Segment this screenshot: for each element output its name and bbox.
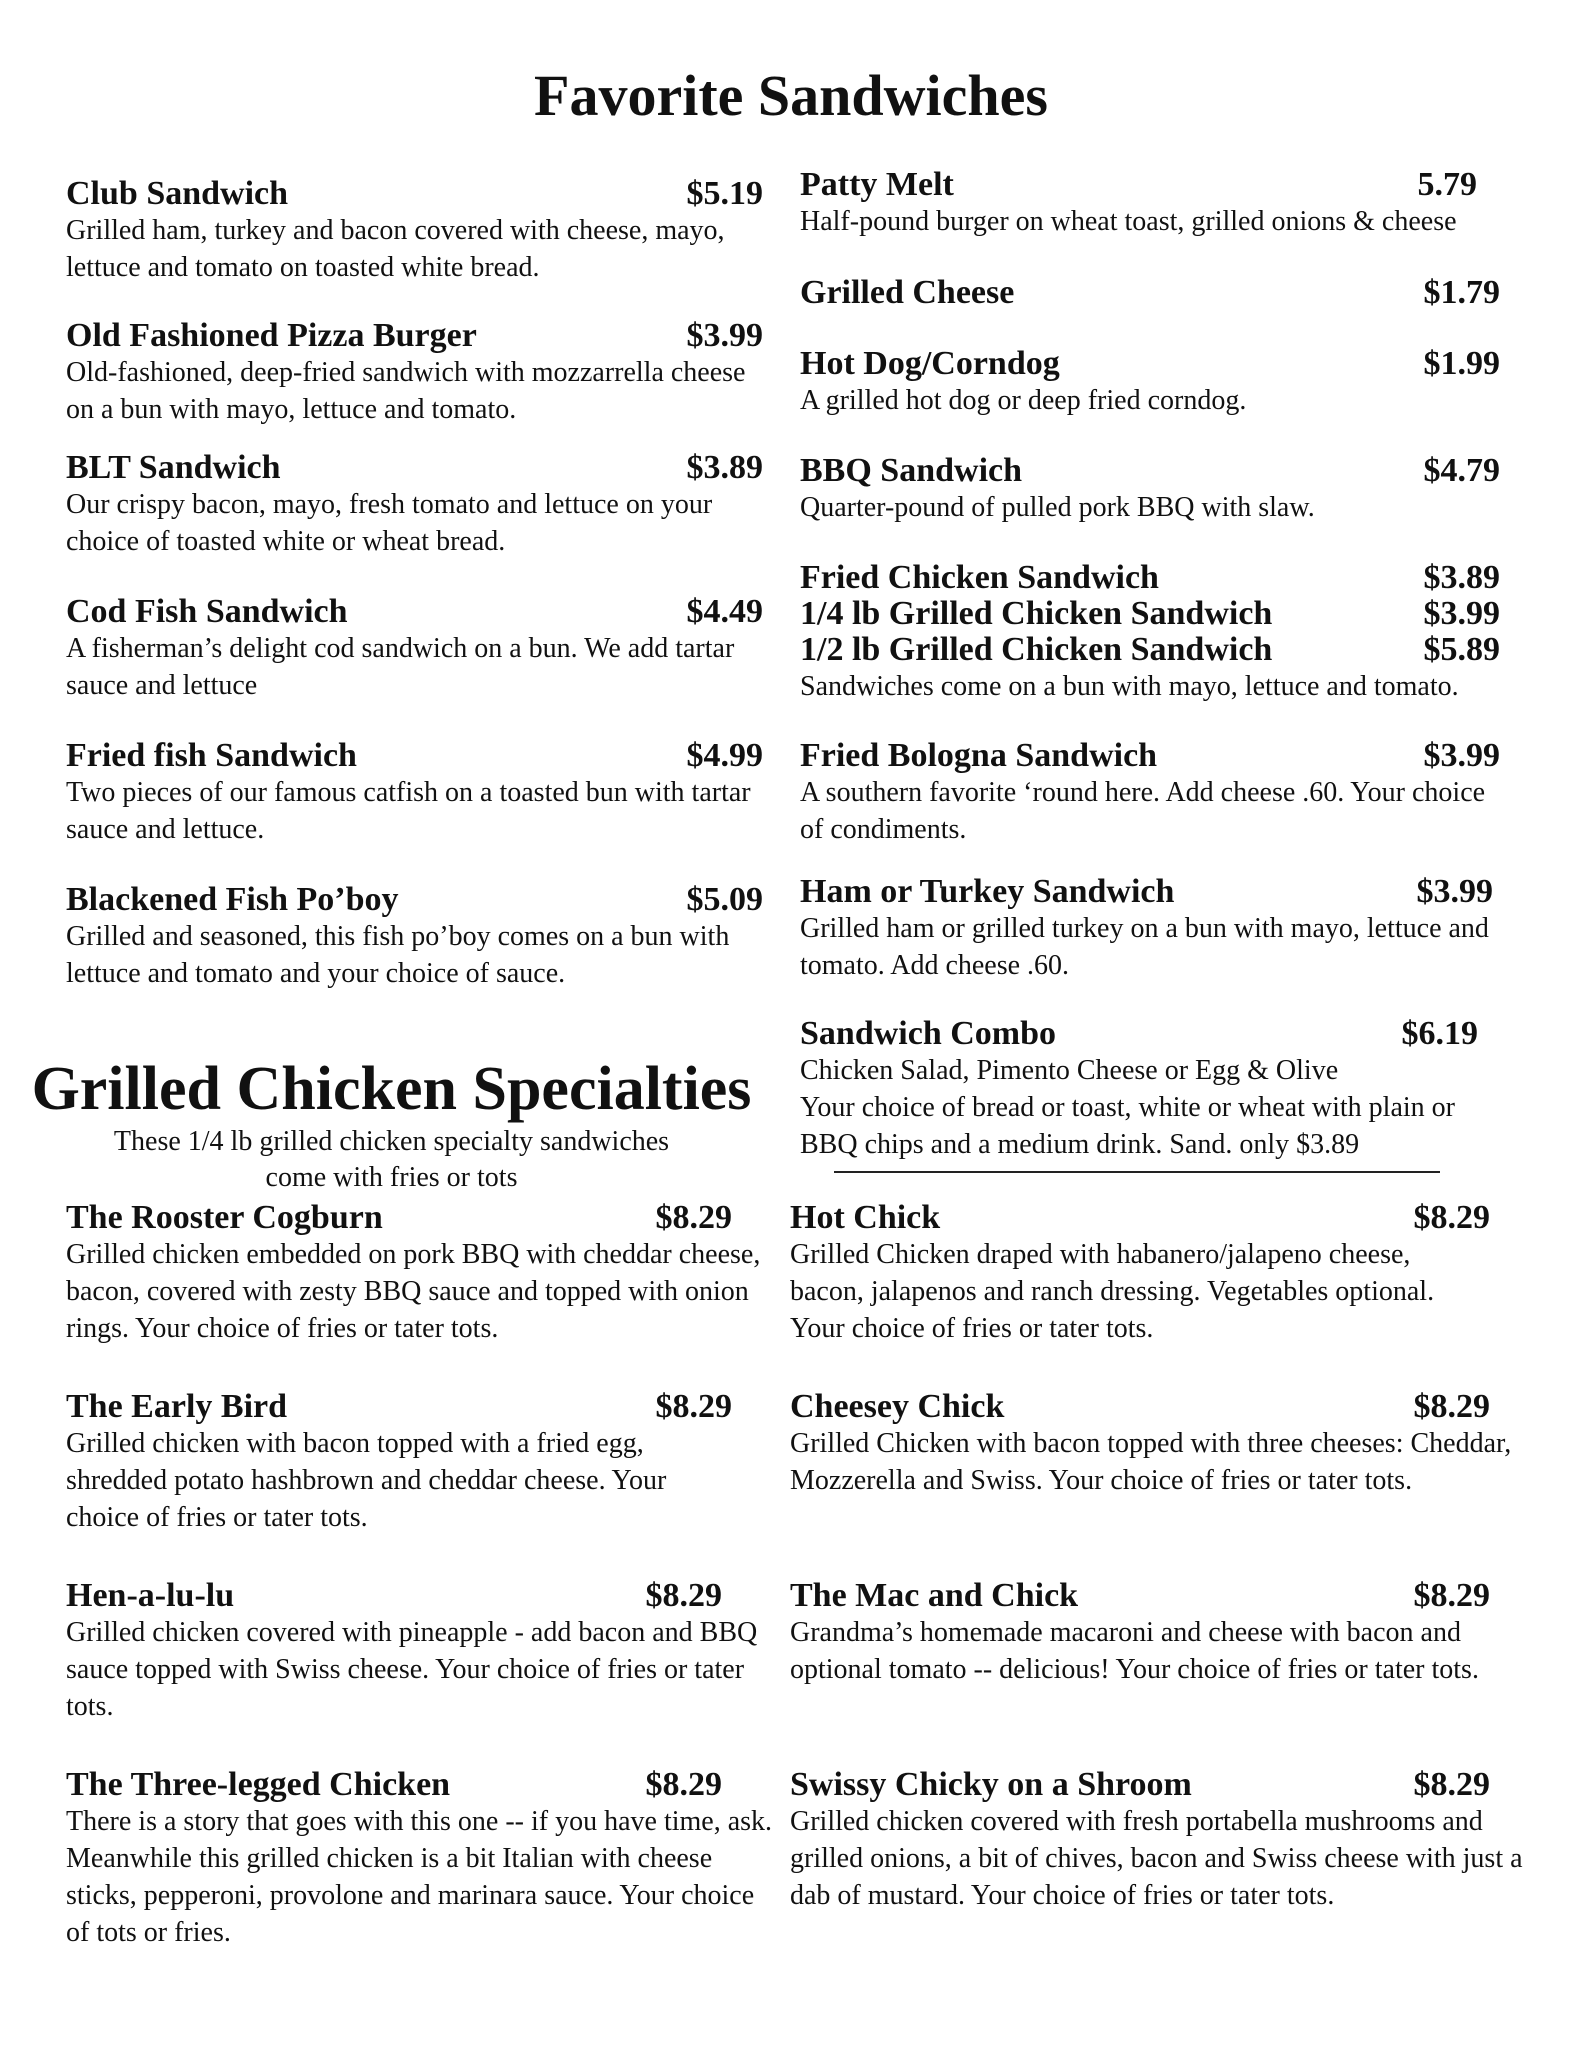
item-price: $5.09	[686, 881, 763, 918]
item-description: Your choice of bread or toast, white or wheat with plain or BBQ chips and a medium drink. Sand. only $3.89	[800, 1092, 1455, 1160]
menu-item	[800, 167, 1501, 240]
item-description: Grilled ham, turkey and bacon covered with cheese, mayo, lettuce and tomato on toasted white bread.	[66, 215, 725, 283]
item-description: Grilled ham or grilled turkey on a bun with mayo, lettuce and tomato. Add cheese .60.	[800, 913, 1489, 981]
menu-item	[66, 1199, 761, 1347]
item-name: Hen-a-lu-lu	[66, 1577, 235, 1614]
menu-item	[800, 874, 1501, 984]
item-description: Old-fashioned, deep-fried sandwich with mozzarrella cheese on a bun with mayo, lettuce and tomato.	[66, 357, 746, 425]
item-description: Grilled and seasoned, this fish po’boy comes on a bun with lettuce and tomato and your choice of sauce.	[66, 921, 730, 989]
menu-item	[790, 1766, 1523, 1914]
subtitle-line: come with fries or tots	[265, 1162, 518, 1193]
item-price: $3.89	[1423, 559, 1500, 596]
item-price: $6.19	[1401, 1015, 1478, 1052]
item-price: $4.49	[686, 593, 763, 630]
item-price: $3.99	[1423, 737, 1500, 774]
item-price: $3.99	[686, 317, 763, 354]
item-name: Blackened Fish Po’boy	[66, 881, 399, 918]
item-price: $5.19	[686, 175, 763, 212]
item-name: 1/4 lb Grilled Chicken Sandwich	[800, 595, 1273, 632]
item-description: Grilled chicken with bacon topped with a fried egg, shredded potato hashbrown and cheddar cheese. Your choice of fries or tater tots.	[66, 1428, 667, 1533]
item-name: Swissy Chicky on a Shroom	[790, 1766, 1192, 1803]
section-divider	[834, 1171, 1440, 1173]
item-description: Grilled chicken embedded on pork BBQ with cheddar cheese, bacon, covered with zesty BBQ sauce and topped with onion rings. Your choice of fries or tater tots.	[66, 1239, 761, 1344]
item-description: A southern favorite ‘round here. Add cheese .60. Your choice of condiments.	[800, 777, 1486, 845]
item-price: 5.79	[1417, 166, 1477, 203]
menu-item	[66, 1389, 732, 1536]
item-price: $4.99	[686, 737, 763, 774]
item-name: Hot Dog/Corndog	[800, 345, 1060, 382]
item-description: A grilled hot dog or deep fried corndog.	[800, 385, 1247, 416]
item-price: $8.29	[1413, 1199, 1490, 1236]
menu-item	[800, 1016, 1501, 1163]
chicken-sandwich-group	[800, 560, 1501, 705]
item-name: The Three-legged Chicken	[66, 1766, 451, 1803]
item-price: $8.29	[655, 1388, 732, 1425]
item-price: $5.89	[1423, 631, 1500, 668]
item-price: $1.99	[1423, 345, 1500, 382]
menu-item	[790, 1578, 1491, 1688]
item-description: Our crispy bacon, mayo, fresh tomato and lettuce on your choice of toasted white or wheat bread.	[66, 489, 713, 557]
item-price: $8.29	[645, 1577, 722, 1614]
item-description: Grandma’s homemade macaroni and cheese with bacon and optional tomato -- delicious! Your choice of fries or tater tots.	[790, 1617, 1479, 1685]
item-name: Cod Fish Sandwich	[66, 593, 348, 630]
item-name: Sandwich Combo	[800, 1015, 1057, 1052]
item-price: $8.29	[1413, 1766, 1490, 1803]
item-price: $3.99	[1423, 595, 1500, 632]
item-description: Grilled chicken covered with pineapple - add bacon and BBQ sauce topped with Swiss cheese. Your choice of fries or tater tots.	[66, 1617, 758, 1722]
menu-item	[66, 594, 763, 704]
menu-item	[800, 275, 1501, 311]
item-price: $8.29	[1413, 1388, 1490, 1425]
item-name: Fried Chicken Sandwich	[800, 559, 1159, 596]
item-description: Chicken Salad, Pimento Cheese or Egg & Olive	[800, 1055, 1339, 1086]
item-description: Sandwiches come on a bun with mayo, lettuce and tomato.	[800, 671, 1459, 702]
grilled-chicken-subtitle	[0, 1124, 783, 1196]
menu-item	[66, 318, 763, 428]
item-price: $8.29	[645, 1766, 722, 1803]
item-price: $1.79	[1423, 274, 1500, 311]
item-name: Cheesey Chick	[790, 1388, 1005, 1425]
menu-item	[66, 1766, 773, 1951]
item-name: Ham or Turkey Sandwich	[800, 873, 1175, 910]
subtitle-line: These 1/4 lb grilled chicken specialty sandwiches	[113, 1126, 670, 1157]
item-description: There is a story that goes with this one -- if you have time, ask. Meanwhile this grilled chicken is a bit Italian with cheese sticks, pepperoni, provolone and marinara sauce. Your choice of tots or fries.	[66, 1806, 773, 1948]
item-name: Hot Chick	[790, 1199, 941, 1236]
favorite-sandwiches-title: Favorite Sandwiches	[534, 63, 1048, 128]
item-name: The Rooster Cogburn	[66, 1199, 383, 1236]
item-price: $8.29	[1413, 1577, 1490, 1614]
item-description: Grilled chicken covered with fresh portabella mushrooms and grilled onions, a bit of chives, bacon and Swiss cheese with just a dab of mustard. Your choice of fries or tater tots.	[790, 1806, 1523, 1911]
item-name: 1/2 lb Grilled Chicken Sandwich	[800, 631, 1273, 668]
menu-item	[800, 738, 1501, 848]
item-name: Fried Bologna Sandwich	[800, 737, 1158, 774]
menu-item	[66, 738, 763, 848]
item-description: Quarter-pound of pulled pork BBQ with slaw.	[800, 492, 1315, 523]
item-price: $3.89	[686, 449, 763, 486]
item-price: $4.79	[1423, 452, 1500, 489]
menu-item	[66, 882, 763, 992]
item-description: Two pieces of our famous catfish on a toasted bun with tartar sauce and lettuce.	[66, 777, 751, 845]
menu-item	[66, 1577, 758, 1725]
item-price: $8.29	[655, 1199, 732, 1236]
item-name: Old Fashioned Pizza Burger	[66, 317, 477, 354]
item-name: BLT Sandwich	[66, 449, 281, 486]
item-name: Club Sandwich	[66, 175, 289, 212]
menu-item	[800, 453, 1501, 526]
item-price: $3.99	[1416, 873, 1493, 910]
menu-item	[790, 1200, 1491, 1347]
menu-item	[800, 346, 1501, 419]
item-name: The Early Bird	[66, 1388, 288, 1425]
item-description: A fisherman’s delight cod sandwich on a bun. We add tartar sauce and lettuce	[66, 633, 735, 701]
menu-item	[790, 1388, 1512, 1499]
item-name: The Mac and Chick	[790, 1577, 1079, 1614]
item-description: Grilled Chicken draped with habanero/jalapeno cheese, bacon, jalapenos and ranch dressing. Vegetables optional. Your choice of fries or tater tots.	[790, 1239, 1435, 1344]
menu-item	[66, 176, 763, 286]
item-description: Grilled Chicken with bacon topped with three cheeses: Cheddar, Mozzerella and Swiss. Your choice of fries or tater tots.	[790, 1428, 1512, 1496]
item-name: Grilled Cheese	[800, 274, 1015, 311]
grilled-chicken-title: Grilled Chicken Specialties	[31, 1055, 752, 1123]
item-description: Half-pound burger on wheat toast, grilled onions & cheese	[800, 206, 1457, 237]
item-name: Fried fish Sandwich	[66, 737, 357, 774]
item-name: Patty Melt	[800, 166, 954, 203]
menu-item	[66, 450, 763, 560]
item-name: BBQ Sandwich	[800, 452, 1023, 489]
